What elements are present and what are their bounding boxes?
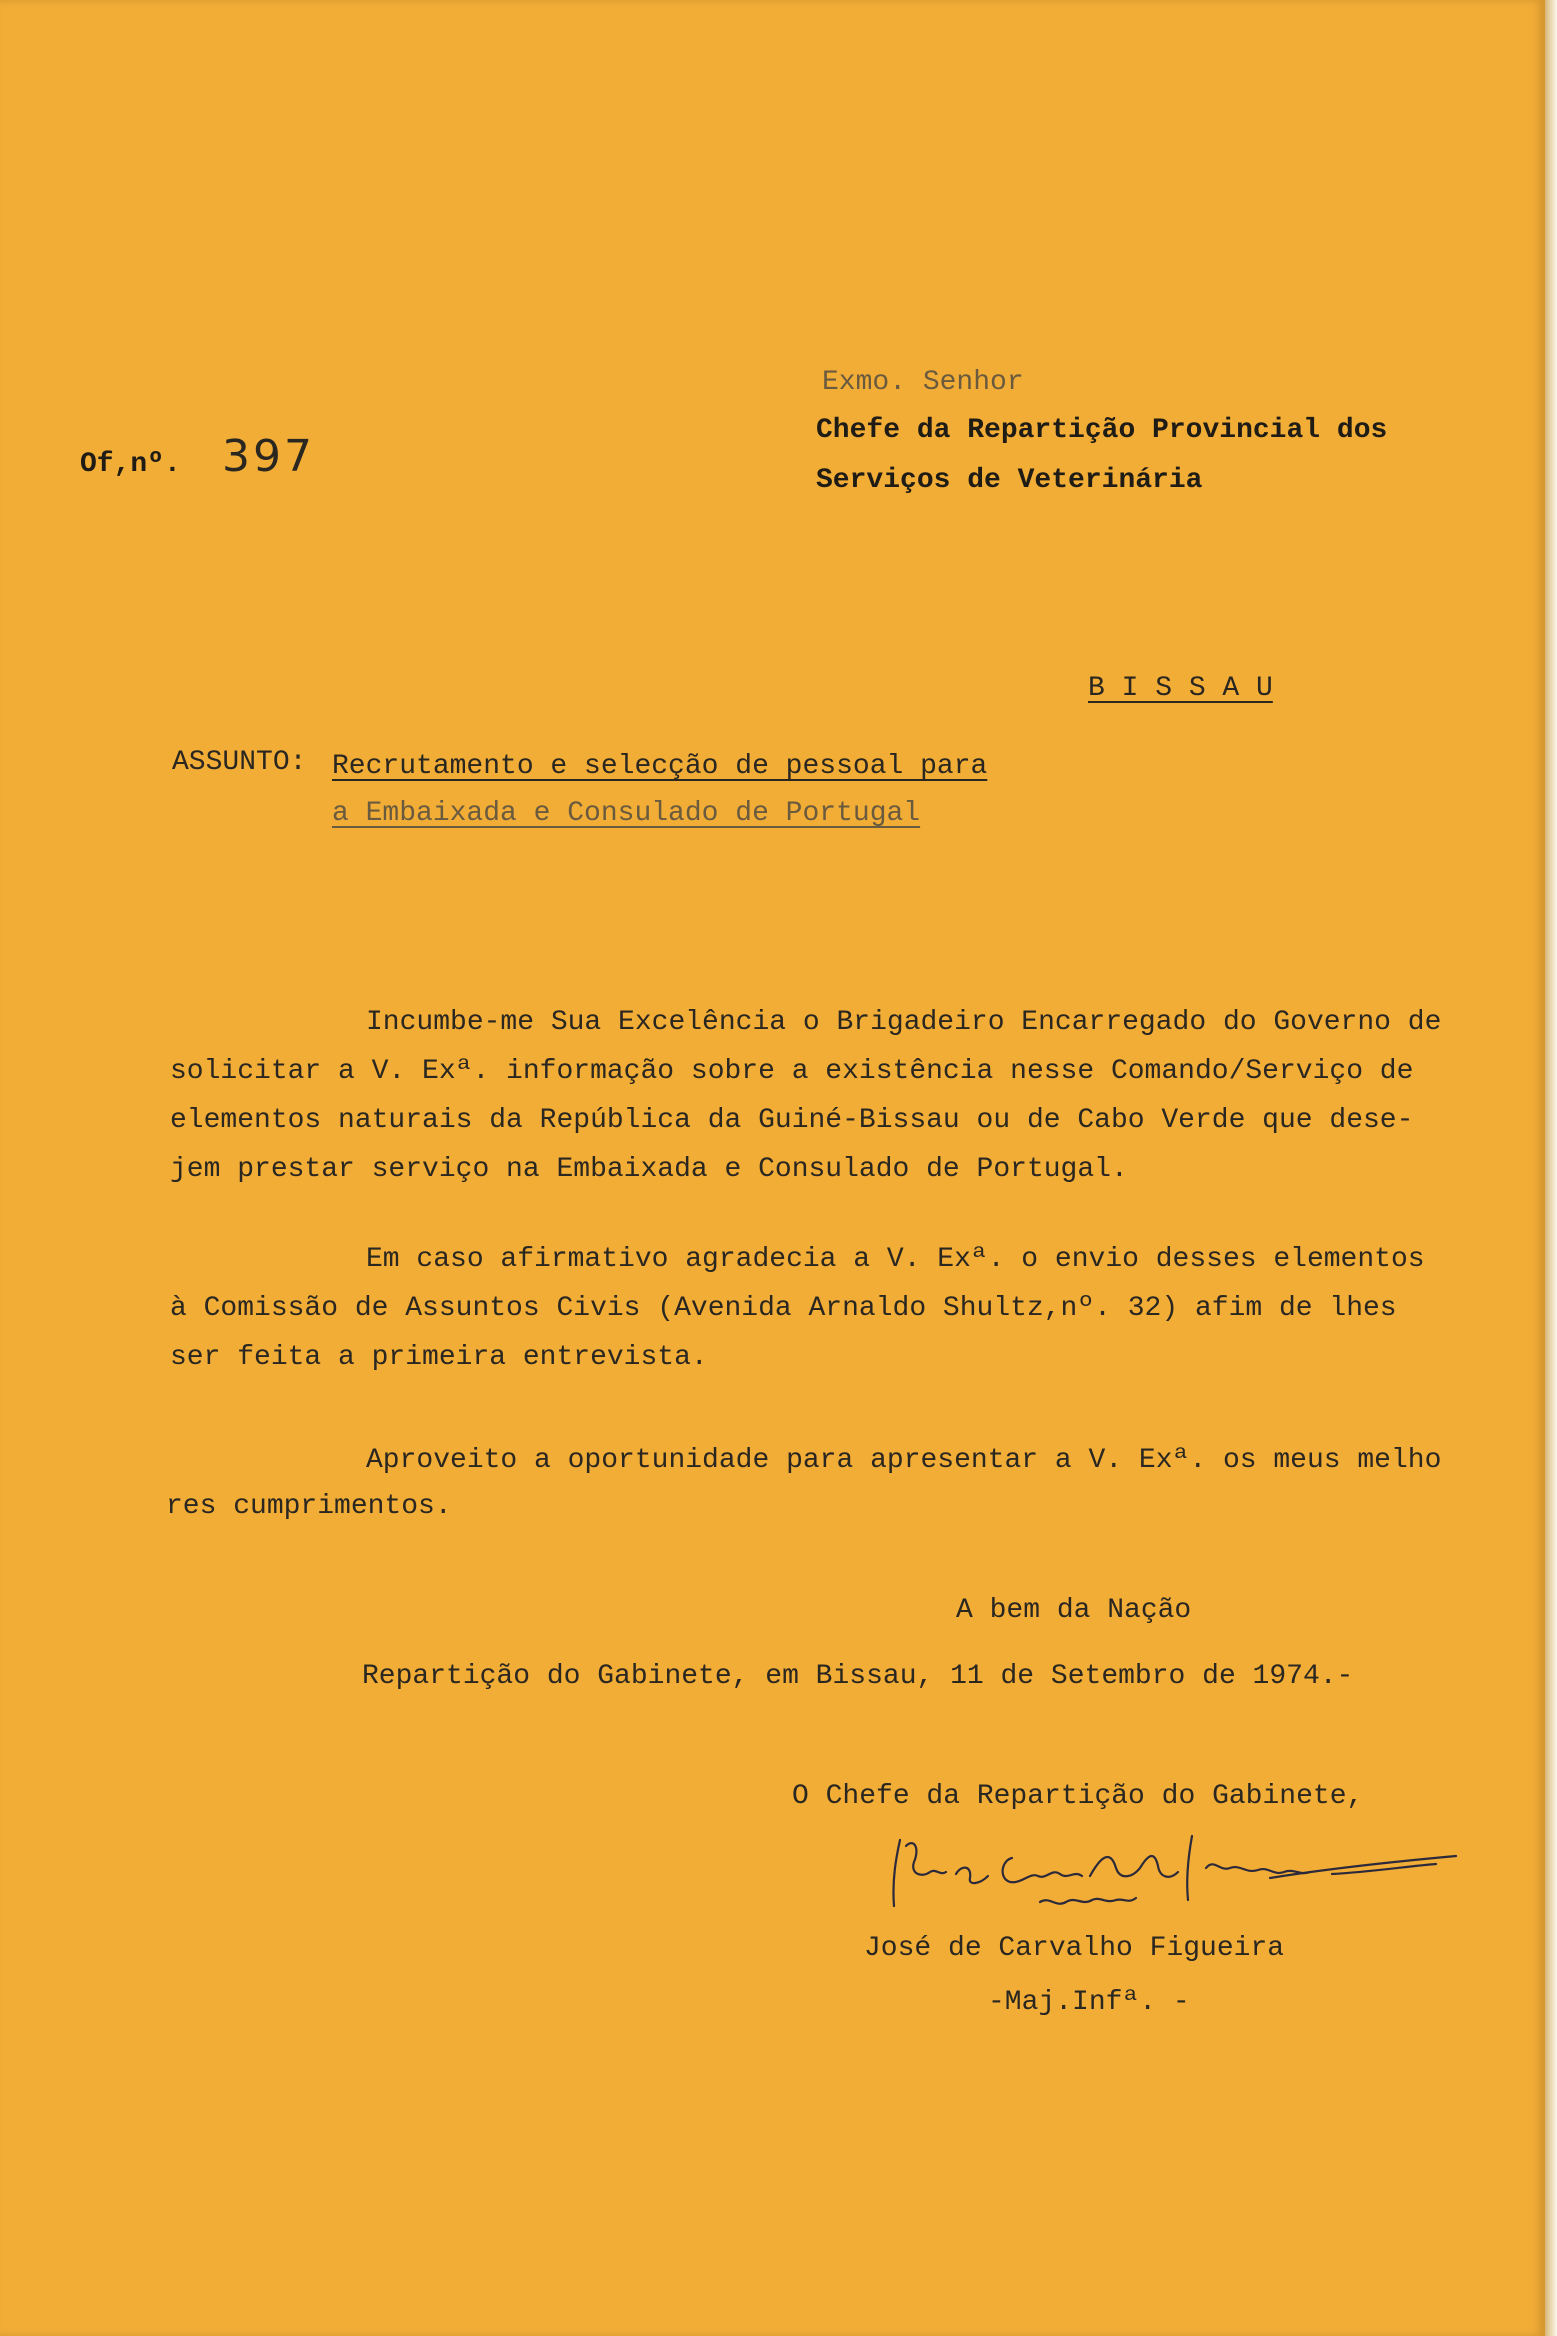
place-date: Repartição do Gabinete, em Bissau, 11 de Setembro de 1974.- bbox=[362, 1661, 1354, 1692]
signatory-title: O Chefe da Repartição do Gabinete, bbox=[792, 1781, 1364, 1812]
recipient-line2: Serviços de Veterinária bbox=[816, 465, 1203, 496]
p2-line3: ser feita a primeira entrevista. bbox=[170, 1342, 708, 1373]
p3-line1: Aproveito a oportunidade para apresentar a V. Exª. os meus melho bbox=[366, 1445, 1442, 1476]
handwritten-signature bbox=[870, 1828, 1470, 1938]
closing-motto: A bem da Nação bbox=[956, 1595, 1192, 1626]
p1-line2: solicitar a V. Exª. informação sobre a existência nesse Comando/Serviço de bbox=[170, 1056, 1414, 1087]
city: B I S S A U bbox=[1088, 673, 1273, 704]
signatory-name: José de Carvalho Figueira bbox=[864, 1933, 1285, 1964]
of-label: Of,nº. bbox=[80, 449, 181, 480]
p1-line1: Incumbe-me Sua Excelência o Brigadeiro Encarregado do Governo de bbox=[366, 1007, 1442, 1038]
of-number: 397 bbox=[222, 431, 315, 482]
p2-line1: Em caso afirmativo agradecia a V. Exª. o envio desses elementos bbox=[366, 1244, 1425, 1275]
recipient-line1: Chefe da Repartição Provincial dos bbox=[816, 415, 1388, 446]
p3-line2: res cumprimentos. bbox=[166, 1491, 452, 1522]
salutation: Exmo. Senhor bbox=[822, 367, 1024, 398]
subject-line1: Recrutamento e selecção de pessoal para bbox=[332, 751, 988, 782]
p2-line2: à Comissão de Assuntos Civis (Avenida Arnaldo Shultz,nº. 32) afim de lhes bbox=[170, 1293, 1397, 1324]
p1-line3: elementos naturais da República da Guiné-Bissau ou de Cabo Verde que dese- bbox=[170, 1105, 1414, 1136]
subject-line2: a Embaixada e Consulado de Portugal bbox=[332, 798, 921, 829]
signatory-rank: -Maj.Infª. - bbox=[988, 1987, 1190, 2018]
page-edge bbox=[1545, 0, 1557, 2336]
subject-label: ASSUNTO: bbox=[172, 747, 307, 778]
p1-line4: jem prestar serviço na Embaixada e Consulado de Portugal. bbox=[170, 1154, 1128, 1185]
